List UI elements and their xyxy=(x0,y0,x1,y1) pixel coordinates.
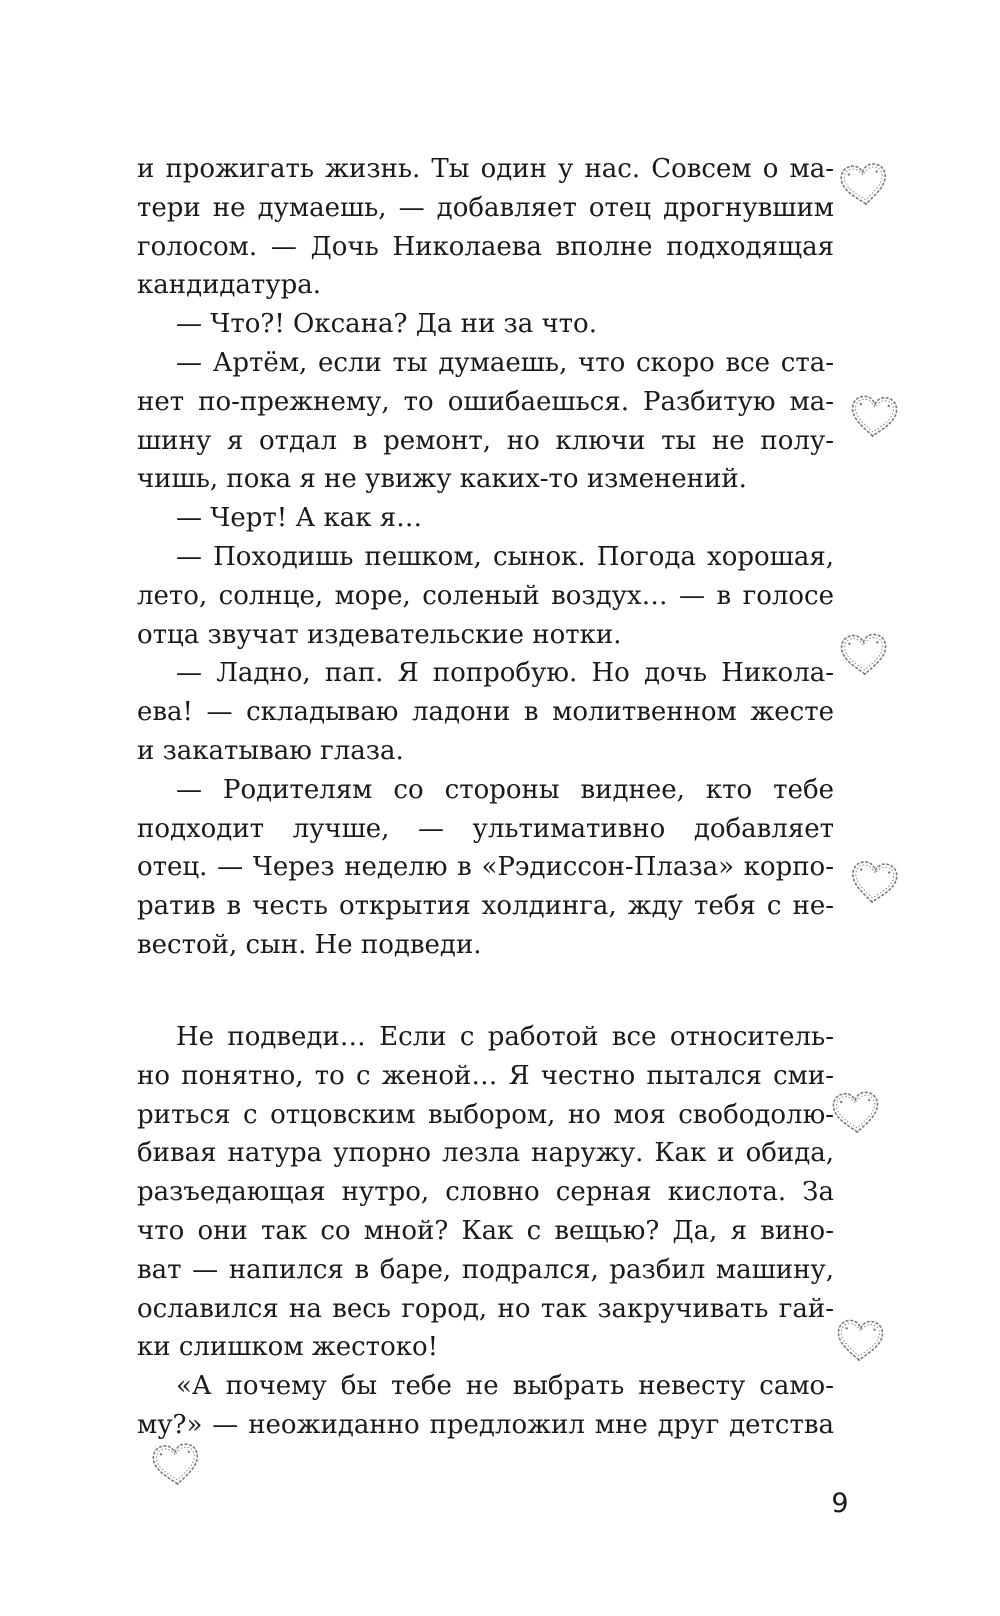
doodle-heart-icon xyxy=(844,855,905,911)
text-line: ват — напился в баре, подрался, разбил машину, xyxy=(137,1254,834,1285)
text-line: шину я отдал в ремонт, но ключи ты не полу- xyxy=(137,425,834,456)
text-line: но понятно, то с женой… Я честно пытался сми- xyxy=(137,1060,834,1091)
text-line: голосом. — Дочь Николаева вполне подходящая xyxy=(137,231,834,262)
text-line: бивая натура упорно лезла наружу. Как и обида, xyxy=(137,1138,834,1169)
doodle-heart-icon xyxy=(844,390,903,444)
text-line: — Походишь пешком, сынок. Погода хорошая, xyxy=(176,541,834,572)
text-line: вестой, сын. Не подведи. xyxy=(137,929,482,960)
text-line: чишь, пока я не увижу каких-то изменений. xyxy=(137,464,747,495)
text-line: отец. — Через неделю в «Рэдиссон-Плаза» корпо- xyxy=(137,852,834,883)
text-line: «А почему бы тебе не выбрать невесту само- xyxy=(176,1371,834,1402)
text-line: му?» — неожиданно предложил мне друг детства xyxy=(137,1409,834,1440)
text-line: ева! — складываю ладони в молитвенном жесте xyxy=(137,697,834,728)
text-line: ки слишком жестоко! xyxy=(137,1332,439,1363)
text-line: — Родителям со стороны виднее, кто тебе xyxy=(176,774,834,805)
text-line: ославился на весь город, но так закручивать гай- xyxy=(137,1293,834,1324)
text-line: — Черт! А как я… xyxy=(176,503,423,534)
text-block-dialogue xyxy=(137,150,834,965)
doodle-heart-icon xyxy=(831,1315,890,1368)
doodle-heart-icon xyxy=(826,1086,885,1140)
doodle-heart-icon xyxy=(834,157,895,213)
page-number: 9 xyxy=(831,1488,849,1519)
text-block-narration xyxy=(137,1018,834,1445)
text-line: риться с отцовским выбором, но моя свободолю- xyxy=(137,1099,834,1130)
text-line: и закатываю глаза. xyxy=(137,735,404,766)
text-line: кандидатура. xyxy=(137,270,322,301)
text-line: что они так со мной? Как с вещью? Да, я вино- xyxy=(137,1215,834,1246)
text-line: отца звучат издевательские нотки. xyxy=(137,619,622,650)
text-line: подходит лучше, — ультимативно добавляет xyxy=(137,813,834,844)
text-line: тери не думаешь, — добавляет отец дрогнувшим xyxy=(137,192,834,223)
text-line: — Артём, если ты думаешь, что скоро все ста- xyxy=(176,347,834,378)
text-line: — Что?! Оксана? Да ни за что. xyxy=(176,309,597,340)
text-line: Не подведи… Если с работой все относитель- xyxy=(176,1022,834,1052)
text-line: нет по-прежнему, то ошибаешься. Разбитую ма- xyxy=(137,386,834,417)
text-line: и прожигать жизнь. Ты один у нас. Совсем о ма- xyxy=(137,154,834,184)
text-line: ратив в честь открытия холдинга, жду тебя с не- xyxy=(137,891,834,922)
text-line: лето, солнце, море, соленый воздух… — в голосе xyxy=(137,580,834,611)
doodle-heart-icon xyxy=(146,1438,206,1493)
text-line: — Ладно, пап. Я попробую. Но дочь Никола- xyxy=(176,658,834,689)
text-line: разъедающая нутро, словно серная кислота. За xyxy=(137,1177,834,1208)
doodle-heart-icon xyxy=(835,629,894,682)
